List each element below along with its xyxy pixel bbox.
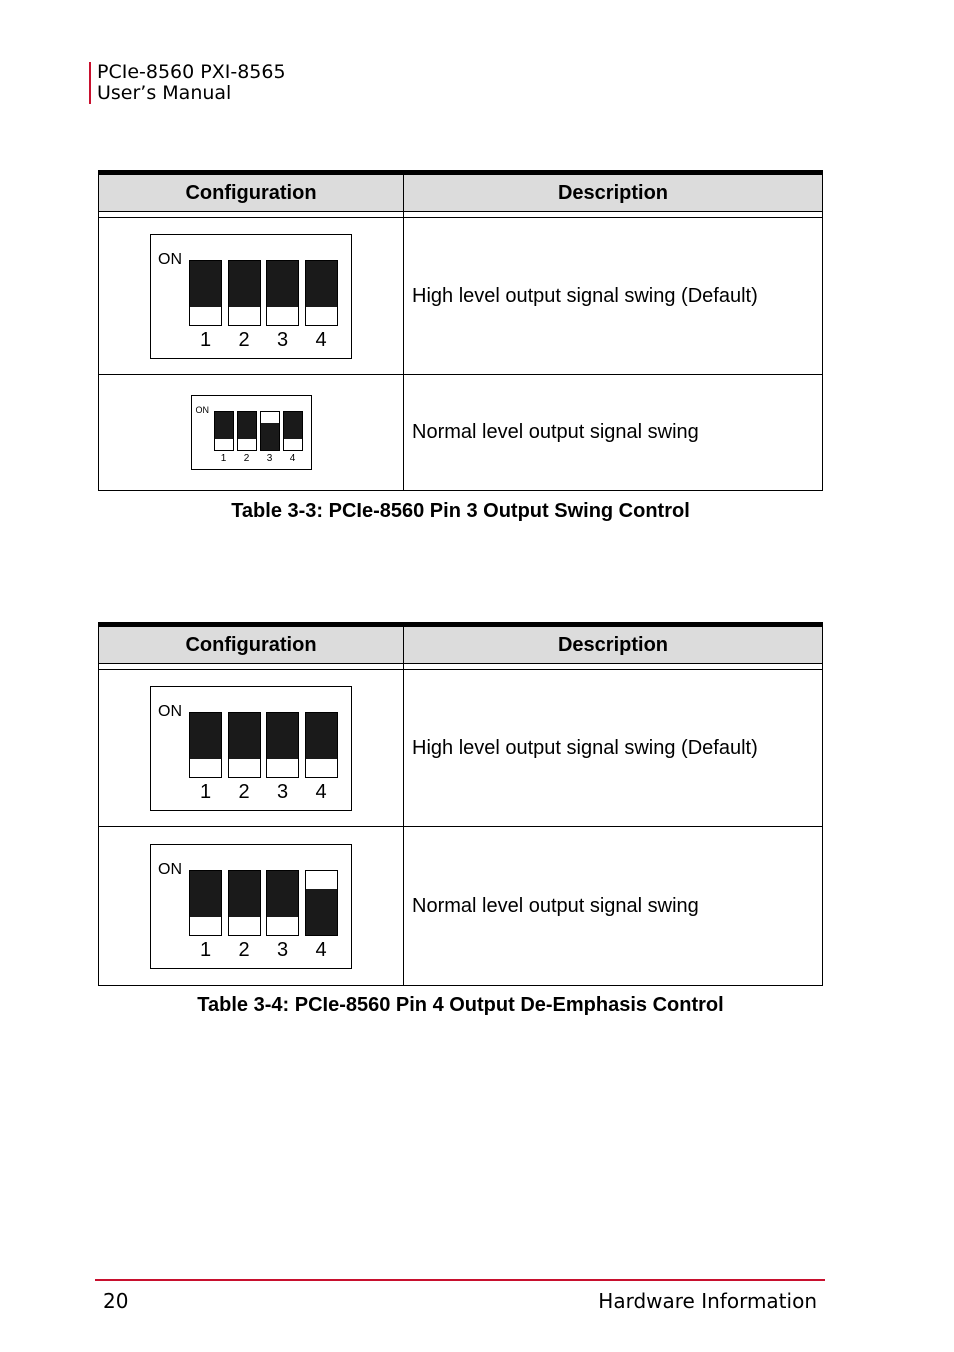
switch-4 bbox=[305, 260, 338, 326]
config-cell bbox=[99, 375, 404, 491]
table-row bbox=[99, 827, 823, 986]
table-row bbox=[99, 375, 823, 491]
config-cell bbox=[99, 670, 404, 827]
switch-2 bbox=[237, 411, 257, 451]
switch-number: 4 bbox=[289, 453, 296, 464]
header-configuration: Configuration bbox=[99, 173, 404, 212]
switch-number: 1 bbox=[199, 938, 212, 961]
switch-number: 4 bbox=[315, 938, 327, 961]
switch-number: 2 bbox=[243, 453, 250, 464]
switch-4 bbox=[283, 411, 303, 451]
config-cell bbox=[99, 218, 404, 375]
switch-knob bbox=[190, 871, 221, 917]
switch-number: 4 bbox=[315, 328, 327, 351]
on-label: ON bbox=[195, 405, 209, 415]
on-label: ON bbox=[158, 702, 182, 720]
description-cell: Normal level output signal swing bbox=[404, 375, 823, 491]
switch-2 bbox=[228, 260, 261, 326]
switch-knob bbox=[306, 713, 337, 759]
switch-knob bbox=[215, 412, 233, 439]
dip-switch bbox=[150, 844, 352, 969]
table-de-emphasis bbox=[98, 622, 823, 986]
switch-knob bbox=[238, 412, 256, 439]
switch-3 bbox=[260, 411, 280, 451]
switch-number: 1 bbox=[220, 453, 227, 464]
switch-knob bbox=[229, 261, 260, 307]
switch-3 bbox=[266, 260, 299, 326]
switch-number: 3 bbox=[276, 328, 289, 351]
table-output-swing bbox=[98, 170, 823, 491]
table-caption: Table 3-3: PCIe-8560 Pin 3 Output Swing Control bbox=[231, 500, 690, 522]
description-cell: Normal level output signal swing bbox=[404, 827, 823, 986]
header-description: Description bbox=[404, 625, 823, 664]
dip-switch bbox=[191, 395, 312, 470]
switch-number: 3 bbox=[276, 938, 289, 961]
header-configuration: Configuration bbox=[99, 625, 404, 664]
switch-2 bbox=[228, 870, 261, 936]
switch-4 bbox=[305, 870, 338, 936]
switch-number: 3 bbox=[276, 780, 289, 803]
header-description: Description bbox=[404, 173, 823, 212]
switch-number: 1 bbox=[199, 780, 212, 803]
switch-knob bbox=[267, 713, 298, 759]
switch-knob bbox=[306, 889, 337, 935]
switch-3 bbox=[266, 870, 299, 936]
switch-number: 4 bbox=[315, 780, 327, 803]
table-row bbox=[99, 218, 823, 375]
dip-switch bbox=[150, 234, 352, 359]
switch-knob bbox=[190, 261, 221, 307]
switch-2 bbox=[228, 712, 261, 778]
description-cell: High level output signal swing (Default) bbox=[404, 670, 823, 827]
on-label: ON bbox=[158, 860, 182, 878]
switch-knob bbox=[267, 871, 298, 917]
page-number: 20 bbox=[103, 1289, 129, 1313]
switch-number: 1 bbox=[199, 328, 212, 351]
running-head bbox=[89, 62, 286, 104]
switch-knob bbox=[229, 871, 260, 917]
on-label: ON bbox=[158, 250, 182, 268]
section-name: Hardware Information bbox=[598, 1289, 817, 1313]
switch-1 bbox=[189, 870, 222, 936]
switch-knob bbox=[190, 713, 221, 759]
table-caption: Table 3-4: PCIe-8560 Pin 4 Output De-Emphasis Control bbox=[197, 994, 724, 1016]
switch-4 bbox=[305, 712, 338, 778]
switch-number: 2 bbox=[238, 780, 250, 803]
description-cell: High level output signal swing (Default) bbox=[404, 218, 823, 375]
switch-number: 2 bbox=[238, 328, 250, 351]
switch-knob bbox=[284, 412, 302, 439]
doc-subtitle: User’s Manual bbox=[97, 82, 232, 104]
doc-title: PCIe-8560 PXI-8565 bbox=[97, 61, 286, 83]
table-row bbox=[99, 670, 823, 827]
dip-switch bbox=[150, 686, 352, 811]
switch-number: 2 bbox=[238, 938, 250, 961]
switch-1 bbox=[214, 411, 234, 451]
switch-3 bbox=[266, 712, 299, 778]
switch-1 bbox=[189, 260, 222, 326]
switch-knob bbox=[229, 713, 260, 759]
switch-1 bbox=[189, 712, 222, 778]
switch-knob bbox=[261, 423, 279, 450]
switch-knob bbox=[267, 261, 298, 307]
config-cell bbox=[99, 827, 404, 986]
switch-number: 3 bbox=[266, 453, 273, 464]
switch-knob bbox=[306, 261, 337, 307]
footer-rule bbox=[95, 1279, 825, 1281]
